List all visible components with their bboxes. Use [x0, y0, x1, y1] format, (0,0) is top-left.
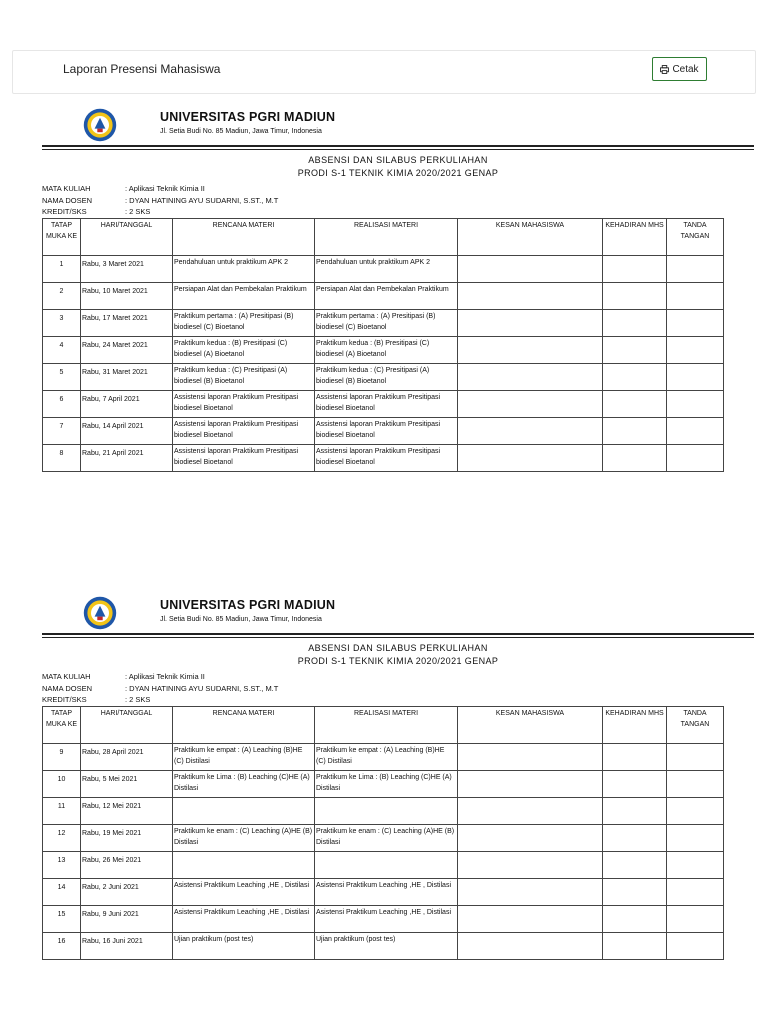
planned-material-cell: Asistensi Praktikum Leaching ,HE , Distilasi: [173, 878, 315, 905]
signature-cell: [667, 797, 724, 824]
planned-material-cell: Asistensi Praktikum Leaching ,HE , Distilasi: [173, 905, 315, 932]
date-cell: Rabu, 21 April 2021: [81, 444, 173, 471]
student-impression-cell: [458, 878, 603, 905]
date-cell: Rabu, 9 Juni 2021: [81, 905, 173, 932]
attendance-cell: [603, 851, 667, 878]
attendance-cell: [603, 309, 667, 336]
date-cell: Rabu, 5 Mei 2021: [81, 770, 173, 797]
attendance-table: [42, 706, 724, 960]
header-rule: [42, 633, 754, 635]
planned-material-cell: Praktikum ke enam : (C) Leaching (A)HE (B) Distilasi: [173, 824, 315, 851]
signature-cell: [667, 336, 724, 363]
date-cell: Rabu, 3 Maret 2021: [81, 255, 173, 282]
date-cell: Rabu, 24 Maret 2021: [81, 336, 173, 363]
table-row: [43, 282, 724, 309]
attendance-cell: [603, 390, 667, 417]
student-impression-cell: [458, 255, 603, 282]
date-cell: Rabu, 12 Mei 2021: [81, 797, 173, 824]
realized-material-cell: Praktikum kedua : (C) Presitipasi (A) biodiesel (B) Bioetanol: [315, 363, 458, 390]
signature-cell: [667, 824, 724, 851]
column-header: RENCANA MATERI: [173, 218, 315, 255]
planned-material-cell: Praktikum ke empat : (A) Leaching (B)HE (C) Distilasi: [173, 743, 315, 770]
meta-value: : Aplikasi Teknik Kimia II: [125, 672, 205, 681]
signature-cell: [667, 282, 724, 309]
planned-material-cell: [173, 797, 315, 824]
date-cell: Rabu, 14 April 2021: [81, 417, 173, 444]
attendance-cell: [603, 824, 667, 851]
signature-cell: [667, 905, 724, 932]
student-impression-cell: [458, 851, 603, 878]
document-subtitle: PRODI S-1 TEKNIK KIMIA 2020/2021 GENAP: [297, 656, 499, 666]
attendance-cell: [603, 878, 667, 905]
date-cell: Rabu, 19 Mei 2021: [81, 824, 173, 851]
date-cell: Rabu, 2 Juni 2021: [81, 878, 173, 905]
attendance-cell: [603, 444, 667, 471]
planned-material-cell: Assistensi laporan Praktikum Presitipasi biodiesel Bioetanol: [173, 444, 315, 471]
printer-icon: [660, 65, 669, 74]
planned-material-cell: Pendahuluan untuk praktikum APK 2: [173, 255, 315, 282]
planned-material-cell: Praktikum pertama : (A) Presitipasi (B) biodiesel (C) Bioetanol: [173, 309, 315, 336]
planned-material-cell: Praktikum ke Lima : (B) Leaching (C)HE (A) Distilasi: [173, 770, 315, 797]
column-header: TANDA TANGAN: [667, 706, 724, 743]
meta-value: : 2 SKS: [125, 207, 151, 216]
column-header: KESAN MAHASISWA: [458, 218, 603, 255]
meta-value: : DYAN HATINING AYU SUDARNI, S.ST., M.T: [125, 683, 279, 693]
column-header: TANDA TANGAN: [667, 218, 724, 255]
attendance-cell: [603, 417, 667, 444]
column-header: RENCANA MATERI: [173, 706, 315, 743]
column-header: KEHADIRAN MHS: [603, 218, 667, 255]
meeting-number-cell: 5: [43, 363, 81, 390]
student-impression-cell: [458, 390, 603, 417]
column-header: HARI/TANGGAL: [81, 706, 173, 743]
table-row: [43, 905, 724, 932]
realized-material-cell: Assistensi laporan Praktikum Presitipasi biodiesel Bioetanol: [315, 444, 458, 471]
signature-cell: [667, 770, 724, 797]
meta-key: MATA KULIAH: [42, 184, 91, 193]
student-impression-cell: [458, 363, 603, 390]
realized-material-cell: Praktikum ke Lima : (B) Leaching (C)HE (A) Distilasi: [315, 770, 458, 797]
student-impression-cell: [458, 444, 603, 471]
table-row: [43, 932, 724, 959]
meta-key: KREDIT/SKS: [42, 207, 87, 216]
meta-key: MATA KULIAH: [42, 672, 91, 681]
meeting-number-cell: 10: [43, 770, 81, 797]
table-row: [43, 851, 724, 878]
document-subtitle: PRODI S-1 TEKNIK KIMIA 2020/2021 GENAP: [297, 168, 499, 178]
university-name: UNIVERSITAS PGRI MADIUN: [160, 110, 336, 124]
realized-material-cell: Ujian praktikum (post tes): [315, 932, 458, 959]
table-row: [43, 255, 724, 282]
student-impression-cell: [458, 336, 603, 363]
table-row: [43, 797, 724, 824]
table-row: [43, 363, 724, 390]
document-title: ABSENSI DAN SILABUS PERKULIAHAN: [308, 643, 488, 653]
planned-material-cell: Praktikum kedua : (C) Presitipasi (A) biodiesel (B) Bioetanol: [173, 363, 315, 390]
column-header: REALISASI MATERI: [315, 706, 458, 743]
realized-material-cell: Praktikum kedua : (B) Presitipasi (C) biodiesel (A) Bioetanol: [315, 336, 458, 363]
attendance-cell: [603, 255, 667, 282]
meeting-number-cell: 13: [43, 851, 81, 878]
realized-material-cell: Asistensi Praktikum Leaching ,HE , Distilasi: [315, 878, 458, 905]
realized-material-cell: [315, 851, 458, 878]
attendance-cell: [603, 336, 667, 363]
table-row: [43, 878, 724, 905]
meta-key: NAMA DOSEN: [42, 195, 93, 205]
realized-material-cell: Assistensi laporan Praktikum Presitipasi biodiesel Bioetanol: [315, 390, 458, 417]
student-impression-cell: [458, 743, 603, 770]
student-impression-cell: [458, 309, 603, 336]
student-impression-cell: [458, 905, 603, 932]
attendance-cell: [603, 282, 667, 309]
print-button-label: Cetak: [672, 63, 699, 75]
date-cell: Rabu, 7 April 2021: [81, 390, 173, 417]
date-cell: Rabu, 26 Mei 2021: [81, 851, 173, 878]
meeting-number-cell: 4: [43, 336, 81, 363]
date-cell: Rabu, 17 Maret 2021: [81, 309, 173, 336]
table-row: [43, 417, 724, 444]
meta-key: NAMA DOSEN: [42, 683, 93, 693]
meeting-number-cell: 3: [43, 309, 81, 336]
header-rule: [42, 145, 754, 147]
attendance-cell: [603, 932, 667, 959]
meeting-number-cell: 2: [43, 282, 81, 309]
table-row: [43, 336, 724, 363]
university-name: UNIVERSITAS PGRI MADIUN: [160, 598, 336, 612]
attendance-page-1: [42, 107, 754, 472]
meeting-number-cell: 1: [43, 255, 81, 282]
column-header: TATAP MUKA KE: [43, 218, 81, 255]
student-impression-cell: [458, 824, 603, 851]
signature-cell: [667, 363, 724, 390]
column-header: HARI/TANGGAL: [81, 218, 173, 255]
attendance-page-2: [42, 595, 754, 960]
realized-material-cell: Praktikum pertama : (A) Presitipasi (B) biodiesel (C) Bioetanol: [315, 309, 458, 336]
meeting-number-cell: 14: [43, 878, 81, 905]
signature-cell: [667, 878, 724, 905]
planned-material-cell: Praktikum kedua : (B) Presitipasi (C) biodiesel (A) Bioetanol: [173, 336, 315, 363]
table-row: [43, 444, 724, 471]
table-row: [43, 743, 724, 770]
signature-cell: [667, 743, 724, 770]
signature-cell: [667, 417, 724, 444]
realized-material-cell: Assistensi laporan Praktikum Presitipasi biodiesel Bioetanol: [315, 417, 458, 444]
print-button[interactable]: [652, 57, 707, 81]
signature-cell: [667, 390, 724, 417]
table-row: [43, 770, 724, 797]
signature-cell: [667, 255, 724, 282]
realized-material-cell: Praktikum ke enam : (C) Leaching (A)HE (B) Distilasi: [315, 824, 458, 851]
date-cell: Rabu, 31 Maret 2021: [81, 363, 173, 390]
date-cell: Rabu, 16 Juni 2021: [81, 932, 173, 959]
document-title: ABSENSI DAN SILABUS PERKULIAHAN: [308, 155, 488, 165]
student-impression-cell: [458, 282, 603, 309]
meeting-number-cell: 9: [43, 743, 81, 770]
signature-cell: [667, 444, 724, 471]
meeting-number-cell: 8: [43, 444, 81, 471]
realized-material-cell: Persiapan Alat dan Pembekalan Praktikum: [315, 282, 458, 309]
attendance-cell: [603, 905, 667, 932]
student-impression-cell: [458, 770, 603, 797]
table-row: [43, 390, 724, 417]
top-bar: [12, 50, 756, 94]
attendance-cell: [603, 363, 667, 390]
date-cell: Rabu, 28 April 2021: [81, 743, 173, 770]
column-header: KESAN MAHASISWA: [458, 706, 603, 743]
course-info: [42, 183, 754, 218]
planned-material-cell: [173, 851, 315, 878]
planned-material-cell: Assistensi laporan Praktikum Presitipasi biodiesel Bioetanol: [173, 417, 315, 444]
column-header: TATAP MUKA KE: [43, 706, 81, 743]
page-title: Laporan Presensi Mahasiswa: [63, 62, 221, 76]
letterhead: [42, 595, 754, 635]
meta-value: : 2 SKS: [125, 695, 151, 704]
table-row: [43, 309, 724, 336]
header-rule-thin: [42, 637, 754, 638]
meeting-number-cell: 11: [43, 797, 81, 824]
attendance-table: [42, 218, 724, 472]
letterhead: [42, 107, 754, 147]
signature-cell: [667, 932, 724, 959]
realized-material-cell: Pendahuluan untuk praktikum APK 2: [315, 255, 458, 282]
university-address: Jl. Setia Budi No. 85 Madiun, Jawa Timur, Indonesia: [160, 128, 322, 135]
university-address: Jl. Setia Budi No. 85 Madiun, Jawa Timur, Indonesia: [160, 616, 322, 623]
attendance-cell: [603, 797, 667, 824]
attendance-cell: [603, 770, 667, 797]
realized-material-cell: Asistensi Praktikum Leaching ,HE , Distilasi: [315, 905, 458, 932]
table-row: [43, 824, 724, 851]
meeting-number-cell: 15: [43, 905, 81, 932]
student-impression-cell: [458, 417, 603, 444]
date-cell: Rabu, 10 Maret 2021: [81, 282, 173, 309]
planned-material-cell: Ujian praktikum (post tes): [173, 932, 315, 959]
column-header: REALISASI MATERI: [315, 218, 458, 255]
meeting-number-cell: 12: [43, 824, 81, 851]
attendance-cell: [603, 743, 667, 770]
meta-key: KREDIT/SKS: [42, 695, 87, 704]
meta-value: : Aplikasi Teknik Kimia II: [125, 184, 205, 193]
university-logo-icon: [82, 107, 118, 143]
header-rule-thin: [42, 149, 754, 150]
student-impression-cell: [458, 797, 603, 824]
planned-material-cell: Persiapan Alat dan Pembekalan Praktikum: [173, 282, 315, 309]
course-info: [42, 671, 754, 706]
column-header: KEHADIRAN MHS: [603, 706, 667, 743]
realized-material-cell: Praktikum ke empat : (A) Leaching (B)HE (C) Distilasi: [315, 743, 458, 770]
meta-value: : DYAN HATINING AYU SUDARNI, S.ST., M.T: [125, 195, 279, 205]
university-logo-icon: [82, 595, 118, 631]
signature-cell: [667, 851, 724, 878]
meeting-number-cell: 6: [43, 390, 81, 417]
meeting-number-cell: 7: [43, 417, 81, 444]
realized-material-cell: [315, 797, 458, 824]
meeting-number-cell: 16: [43, 932, 81, 959]
planned-material-cell: Assistensi laporan Praktikum Presitipasi biodiesel Bioetanol: [173, 390, 315, 417]
signature-cell: [667, 309, 724, 336]
student-impression-cell: [458, 932, 603, 959]
